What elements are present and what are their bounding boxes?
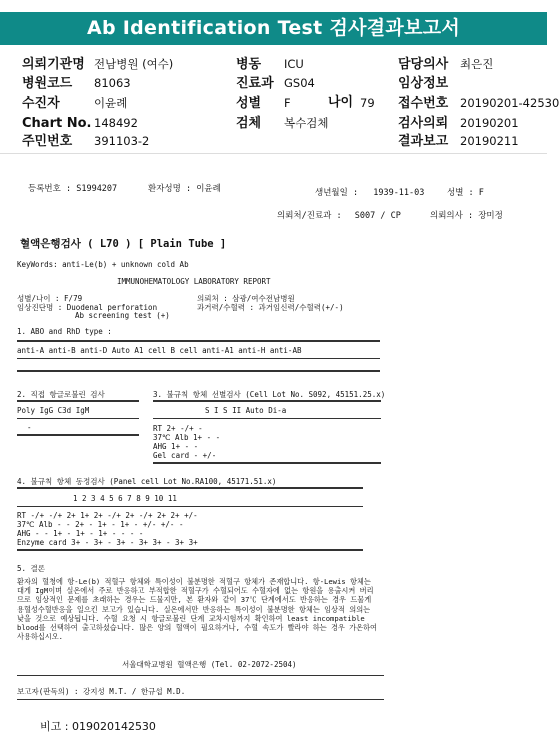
diagnosis-1: 임상진단명 : Duodenal perforation — [17, 303, 158, 312]
field-label: 수진자 — [22, 96, 60, 111]
reg-label: 등록번호 : — [28, 184, 72, 194]
rule — [17, 549, 363, 551]
reg-value: S1994207 — [76, 184, 118, 194]
rule — [17, 418, 139, 419]
screen-row: 37℃ Alb 1+ - - — [153, 433, 221, 442]
hospital-row — [22, 57, 174, 72]
field-label: 주민번호 — [22, 134, 73, 149]
field-value: 148492 — [94, 116, 138, 130]
sex-age: 성별/나이 : F/79 — [17, 294, 83, 303]
diagnosis-2: Ab screening test (+) — [75, 311, 170, 320]
rule — [17, 370, 380, 372]
dept-row — [236, 76, 315, 91]
dept-value: S007 / CP — [354, 211, 401, 221]
result-date-row — [398, 134, 519, 149]
field-label: 병동 — [236, 57, 262, 72]
field-label: Chart No. — [22, 116, 92, 131]
hospital-code-row — [22, 76, 131, 91]
field-value: 391103-2 — [94, 134, 150, 148]
receipt-no-row — [398, 96, 559, 111]
rule — [17, 675, 384, 676]
field-label: 병원코드 — [22, 76, 73, 91]
dat-headers: Poly IgG C3d IgM — [17, 406, 90, 415]
age-value: 79 — [360, 96, 375, 110]
history: 과거력/수혈력 : 과거임신력/수혈력(+/-) — [197, 303, 344, 312]
rule — [17, 699, 384, 700]
sex-value: F — [478, 188, 484, 198]
panel-row: Enzyme card 3+ - 3+ - 3+ - 3+ 3+ - 3+ 3+ — [17, 538, 198, 547]
panel-row: 37℃ Alb - - 2+ - 1+ - 1+ - +/- +/- - — [17, 520, 184, 529]
field-label: 진료과 — [236, 76, 274, 91]
panel-headers: 1 2 3 4 5 6 7 8 9 10 11 — [73, 494, 177, 503]
panel-row: RT -/+ -/+ 2+ 1+ 2+ -/+ 2+ -/+ 2+ 2+ +/- — [17, 511, 198, 520]
field-value: 최은진 — [460, 57, 494, 71]
section-3-title: 3. 불규칙 항체 선별검사 (Cell Lot No. S092, 45151.25.x) — [153, 390, 386, 399]
chart-no-row — [22, 116, 138, 131]
keywords: KeyWords: anti-Le(b) + unknown cold Ab — [17, 260, 189, 269]
doctor-row — [398, 57, 494, 72]
field-label: 접수번호 — [398, 96, 449, 111]
request-date-row — [398, 116, 519, 131]
dept — [277, 209, 401, 221]
field-value: 복수검체 — [284, 116, 329, 130]
resident-no-row — [22, 134, 150, 149]
section-4-title: 4. 불규칙 항체 동정검사 (Panel cell Lot No.RA100, 45171.51.x) — [17, 477, 277, 486]
ref-doctor — [430, 209, 503, 221]
rule — [17, 487, 363, 489]
rule — [17, 358, 380, 359]
patient-row — [22, 96, 128, 111]
patient-value: 이윤례 — [196, 184, 221, 194]
field-value: 이윤례 — [94, 96, 128, 110]
field-label: 검사의뢰 — [398, 116, 449, 131]
field-value: 20190201-42530 — [460, 96, 559, 110]
field-value: 20190211 — [460, 134, 519, 148]
screen-row: Gel card - +/- — [153, 451, 217, 460]
screen-row: RT 2+ -/+ - — [153, 424, 203, 433]
rule — [17, 506, 363, 507]
lab-contact: 서울대학교병원 혈액은행 (Tel. 02-2072-2504) — [122, 660, 297, 669]
ward-row — [236, 57, 304, 72]
rule — [17, 340, 380, 342]
dob — [315, 186, 424, 198]
dob-value: 1939-11-03 — [373, 188, 425, 198]
field-label: 결과보고 — [398, 134, 449, 149]
reporter: 보고자(판독의) : 강지성 M.T. / 한규섭 M.D. — [17, 687, 186, 696]
ref-doctor-value: 장미정 — [478, 211, 503, 221]
field-value: 20190201 — [460, 116, 519, 130]
section-1-title: 1. ABO and RhD type : — [17, 327, 112, 336]
note: 비고 : 019020142530 — [40, 720, 156, 733]
test-title: 혈액은행검사 ( L70 ) [ Plain Tube ] — [20, 238, 227, 250]
divider — [0, 153, 547, 154]
report-title: Ab Identification Test 검사결과보고서 — [0, 12, 547, 45]
field-label: 의뢰기관명 — [22, 57, 85, 72]
reg-no — [28, 182, 117, 194]
patient-label: 환자성명 : — [148, 184, 192, 194]
panel-row: AHG - - 1+ - 1+ - 1+ - - - - — [17, 529, 144, 538]
field-label: 검체 — [236, 116, 262, 131]
sex — [447, 186, 484, 198]
rule — [153, 400, 381, 402]
rule — [17, 400, 139, 402]
field-value: F — [284, 96, 291, 110]
section-5-title: 5. 결론 — [17, 564, 46, 573]
field-value: GS04 — [284, 76, 315, 90]
conclusion-text: 환자의 혈청에 항-Le(b) 적혈구 항체와 특이성이 불분명한 적혈구 항체가 존재합니다. 항-Lewis 항체는 대게 IgM이며 실온에서 주로 반응하고 부적합한 적혈구가 수혈되어도 수혈자에 없는 항원을 용출시켜 버리므로 임상적인 문제를 초래하는 경우는 드물지만, 본 환자와 같이 37℃ 단계에서도 반응하는 경우 드물게 용혈성수혈반응을 일으킨 보고가 있습니다. 실온에서만 반응하는 특이성이 불분명한 항체는 임상적 의의는 낮을 것으로 예상됩니다. 수혈 요청 시 항글로불린 단계 교차시험까지 확인하여 least incompatible blood를 선택하여 출고하셨습니다. 많은 양의 혈액이 필요하거나, 수혈 속도가 빨라야 하는 경우 가온하여 사용하십시오. — [17, 577, 377, 642]
field-value: 전남병원 (여수) — [94, 57, 174, 71]
rule — [153, 462, 381, 464]
ref-doctor-label: 의뢰의사 : — [430, 211, 474, 221]
screen-row: AHG 1+ - - — [153, 442, 199, 451]
field-label: 임상정보 — [398, 76, 449, 91]
section-2-title: 2. 직접 항글로불린 검사 — [17, 390, 105, 399]
dob-label: 생년월일 : — [315, 188, 359, 198]
rule — [153, 418, 381, 419]
dept-label: 의뢰처/진료과 : — [277, 211, 342, 221]
abo-headers: anti-A anti-B anti-D Auto A1 cell B cell anti-A1 anti-H anti-AB — [17, 346, 302, 355]
field-label: 담당의사 — [398, 57, 449, 72]
specimen-row — [236, 116, 329, 131]
clinical-info-row — [398, 76, 448, 91]
sex-row — [236, 95, 375, 111]
age-label: 나이 — [328, 95, 354, 110]
rule — [17, 434, 139, 436]
field-value: ICU — [284, 57, 304, 71]
institution: 의뢰처 : 삼광/여수전남병원 — [197, 294, 295, 303]
field-value: 81063 — [94, 76, 131, 90]
field-label: 성별 — [236, 96, 262, 111]
dat-value: - — [27, 423, 32, 432]
sex-label: 성별 : — [447, 188, 474, 198]
patient-name — [148, 182, 221, 194]
report-subtitle: IMMUNOHEMATOLOGY LABORATORY REPORT — [117, 277, 271, 286]
screen-headers: S I S II Auto Di-a — [205, 406, 287, 415]
